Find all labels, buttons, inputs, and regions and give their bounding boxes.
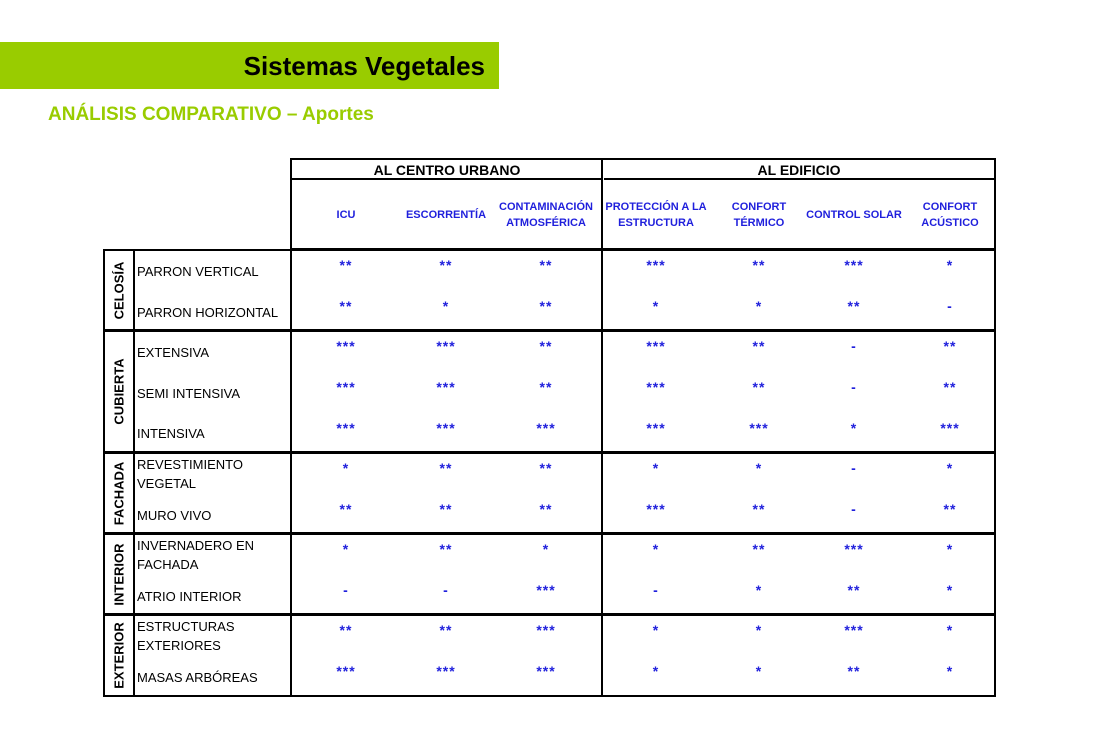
rating-cell: ***	[646, 501, 666, 518]
rating-cell: ***	[940, 419, 960, 436]
rating-cell: **	[752, 501, 766, 518]
rating-cell: ***	[646, 419, 666, 436]
rating-cell: *	[755, 298, 763, 315]
column-divider	[290, 454, 292, 532]
rating-cell: *	[946, 541, 954, 558]
row-label-line: ESTRUCTURAS	[137, 619, 235, 635]
row-label	[137, 424, 287, 443]
rating-cell: ***	[536, 582, 556, 599]
rating-cell: *	[342, 541, 350, 558]
row-label	[137, 384, 287, 403]
rating-cell: ***	[646, 379, 666, 396]
rating-cell: *	[946, 257, 954, 274]
rating-cell: *	[652, 663, 660, 680]
rating-cell: *	[755, 622, 763, 639]
row-label-line: FACHADA	[137, 557, 199, 573]
rating-cell: ***	[844, 541, 864, 558]
rating-cell: **	[943, 338, 957, 355]
row-label	[137, 506, 287, 525]
column-header-line: CONTAMINACIÓN	[499, 201, 593, 213]
rating-cell: ***	[844, 257, 864, 274]
rating-cell: ***	[336, 379, 356, 396]
column-divider	[601, 535, 603, 613]
category-text: EXTERIOR	[111, 622, 127, 689]
column-header	[799, 180, 909, 250]
rating-cell: ***	[646, 338, 666, 355]
rating-cell: **	[339, 298, 353, 315]
column-divider	[133, 454, 135, 532]
rating-cell: **	[539, 338, 553, 355]
rating-cell: **	[752, 257, 766, 274]
row-label-line: INVERNADERO EN	[137, 538, 255, 554]
rating-cell: **	[539, 298, 553, 315]
rating-cell: -	[851, 379, 857, 396]
column-divider	[290, 251, 292, 329]
column-header	[895, 180, 1005, 250]
rating-cell: **	[439, 257, 453, 274]
rating-cell: **	[439, 501, 453, 518]
rating-cell: **	[539, 379, 553, 396]
row-label	[137, 617, 287, 655]
category-text: FACHADA	[111, 461, 127, 525]
rating-cell: *	[850, 419, 858, 436]
column-divider	[290, 616, 292, 695]
rating-cell: **	[439, 541, 453, 558]
rating-cell: ***	[436, 663, 456, 680]
rating-cell: *	[652, 541, 660, 558]
column-header	[291, 180, 401, 250]
row-label-line: MASAS ARBÓREAS	[137, 669, 258, 685]
rating-cell: -	[851, 460, 857, 477]
column-divider	[601, 332, 603, 451]
rating-cell: **	[847, 663, 861, 680]
rating-cell: ***	[336, 663, 356, 680]
row-label-line: VEGETAL	[137, 476, 197, 492]
row-label-line: EXTERIORES	[137, 638, 221, 654]
category-label	[105, 251, 133, 329]
rating-cell: *	[652, 622, 660, 639]
row-label	[137, 262, 287, 281]
column-divider	[601, 616, 603, 695]
column-header-line: ESCORRENTÍA	[405, 209, 487, 221]
column-header-line: ATMOSFÉRICA	[506, 217, 586, 229]
rating-cell: **	[943, 379, 957, 396]
column-header	[704, 180, 814, 250]
category-label	[105, 535, 133, 613]
row-label	[137, 343, 287, 362]
rating-cell: **	[439, 460, 453, 477]
section-cubierta	[103, 330, 996, 453]
column-header	[491, 180, 601, 250]
rating-cell: ***	[749, 419, 769, 436]
section-interior	[103, 533, 996, 615]
category-label	[105, 454, 133, 532]
column-header-line: ESTRUCTURA	[618, 217, 694, 229]
rating-cell: **	[539, 460, 553, 477]
rating-cell: ***	[436, 379, 456, 396]
category-text: INTERIOR	[111, 542, 127, 606]
table-header	[290, 158, 996, 250]
row-label-line: ATRIO INTERIOR	[137, 588, 242, 604]
column-divider	[290, 332, 292, 451]
rating-cell: **	[339, 622, 353, 639]
column-header-line: CONFORT	[922, 201, 978, 213]
column-header	[601, 180, 711, 250]
row-label	[137, 455, 287, 493]
rating-cell: -	[851, 338, 857, 355]
rating-cell: *	[442, 298, 450, 315]
rating-cell: *	[946, 663, 954, 680]
rating-cell: **	[752, 541, 766, 558]
section-exterior	[103, 614, 996, 697]
rating-cell: *	[946, 582, 954, 599]
row-label-line: INTENSIVA	[137, 426, 205, 442]
rating-cell: *	[946, 622, 954, 639]
rating-cell: -	[443, 582, 449, 599]
rating-cell: **	[339, 501, 353, 518]
rating-cell: -	[947, 298, 953, 315]
row-label	[137, 587, 287, 606]
column-divider	[290, 535, 292, 613]
rating-cell: ***	[844, 622, 864, 639]
rating-cell: *	[946, 460, 954, 477]
column-header-line: ACÚSTICO	[921, 217, 979, 229]
rating-cell: **	[339, 257, 353, 274]
rating-cell: **	[752, 338, 766, 355]
rating-cell: ***	[336, 338, 356, 355]
column-divider	[601, 454, 603, 532]
rating-cell: *	[755, 663, 763, 680]
page-subtitle: ANÁLISIS COMPARATIVO – Aportes	[48, 104, 374, 125]
row-label-line: PARRON HORIZONTAL	[137, 304, 279, 320]
rating-cell: **	[539, 501, 553, 518]
rating-cell: **	[439, 622, 453, 639]
column-divider	[133, 535, 135, 613]
row-label	[137, 536, 287, 574]
category-label	[105, 616, 133, 695]
rating-cell: *	[342, 460, 350, 477]
rating-cell: **	[943, 501, 957, 518]
category-text: CELOSÍA	[111, 261, 127, 319]
rating-cell: **	[847, 582, 861, 599]
column-header-line: ICU	[336, 209, 356, 221]
category-label	[105, 332, 133, 451]
row-label-line: PARRON VERTICAL	[137, 263, 259, 279]
group-header-centro-urbano: AL CENTRO URBANO	[292, 160, 602, 180]
category-text: CUBIERTA	[111, 358, 127, 425]
rating-cell: -	[653, 582, 659, 599]
row-label-line: EXTENSIVA	[137, 344, 210, 360]
rating-cell: *	[652, 298, 660, 315]
rating-cell: -	[343, 582, 349, 599]
column-header-line: PROTECCIÓN A LA	[605, 201, 707, 213]
rating-cell: ***	[536, 419, 556, 436]
section-fachada	[103, 452, 996, 534]
rating-cell: ***	[646, 257, 666, 274]
row-label	[137, 303, 287, 322]
rating-cell: ***	[436, 419, 456, 436]
rating-cell: -	[851, 501, 857, 518]
row-label-line: REVESTIMIENTO	[137, 457, 243, 473]
row-label-line: SEMI INTENSIVA	[137, 385, 241, 401]
column-header	[391, 180, 501, 250]
group-header-edificio: AL EDIFICIO	[604, 160, 994, 180]
rating-cell: ***	[436, 338, 456, 355]
column-header-line: CONFORT	[731, 201, 787, 213]
rating-cell: **	[539, 257, 553, 274]
rating-cell: **	[847, 298, 861, 315]
row-label-line: MURO VIVO	[137, 507, 212, 523]
rating-cell: *	[542, 541, 550, 558]
rating-cell: *	[755, 460, 763, 477]
rating-cell: ***	[336, 419, 356, 436]
column-divider	[601, 251, 603, 329]
rating-cell: *	[755, 582, 763, 599]
column-divider	[133, 332, 135, 451]
row-label	[137, 668, 287, 687]
column-header-line: CONTROL SOLAR	[806, 209, 902, 221]
section-celosía	[103, 249, 996, 331]
rating-cell: *	[652, 460, 660, 477]
rating-cell: ***	[536, 622, 556, 639]
rating-cell: ***	[536, 663, 556, 680]
column-divider	[133, 251, 135, 329]
column-divider	[133, 616, 135, 695]
rating-cell: **	[752, 379, 766, 396]
column-header-line: TÉRMICO	[733, 217, 785, 229]
title-bar	[0, 42, 499, 89]
page-title: Sistemas Vegetales	[243, 51, 485, 81]
